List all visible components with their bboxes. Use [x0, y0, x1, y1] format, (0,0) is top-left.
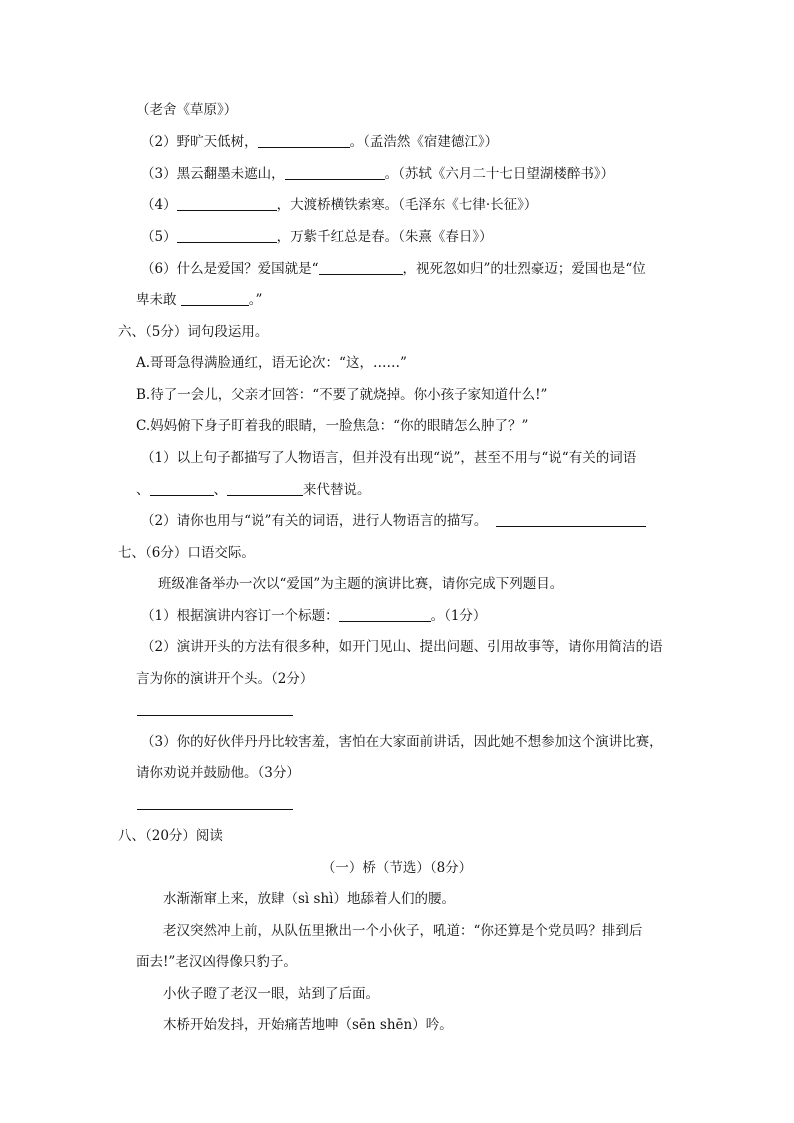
question-text: 来代替说。 [303, 482, 371, 498]
question-text: 。（1分） [430, 608, 487, 624]
answer-blank [319, 260, 403, 275]
question-line [141, 512, 646, 530]
question-line [141, 260, 646, 278]
paragraph-line: 面去!”老汉凶得像只豹子。 [136, 954, 297, 970]
paragraph-line: 班级准备举办一次以“爱国”为主题的演讲比赛，请你完成下列题目。 [158, 576, 564, 592]
sentence-c: C.妈妈俯下身子盯着我的眼睛，一脸焦急：“你的眼睛怎么肿了？” [136, 418, 529, 434]
answer-blank [227, 481, 303, 496]
question-line [141, 165, 614, 183]
answer-blank [181, 291, 249, 306]
question-text: ，大渡桥横铁索寒。（毛泽东《七律·长征》） [276, 197, 538, 213]
answer-blank [137, 809, 293, 810]
question-text: （3）黑云翻墨未遮山， [141, 166, 285, 182]
passage-title: （一）桥（节选）（8分） [321, 860, 473, 876]
answer-blank [496, 512, 646, 527]
question-line [141, 196, 537, 214]
question-line [136, 481, 371, 499]
question-text: 。（苏轼《六月二十七日望湖楼醉书》） [384, 166, 615, 182]
question-text: （6）什么是爱国？爱国就是“ [141, 261, 319, 277]
sentence-a: A.哥哥急得满脸通红，语无论次：“这，……” [136, 355, 407, 371]
question-text: （4） [141, 197, 177, 213]
question-line: 请你劝说并鼓励他。（3分） [136, 765, 300, 781]
paragraph-line: 小伙子瞪了老汉一眼，站到了后面。 [163, 986, 379, 1002]
paragraph-line: 老汉突然冲上前，从队伍里揪出一个小伙子，吼道：“你还算是个党员吗？排到后 [163, 923, 643, 939]
answer-blank [150, 481, 214, 496]
question-line [141, 228, 493, 246]
question-line [141, 607, 486, 625]
section-heading: 八、（20分）阅读 [118, 828, 223, 844]
answer-blank [177, 228, 277, 243]
paragraph-line: 木桥开始发抖，开始痛苦地呻（sēn shēn）吟。 [163, 1017, 453, 1033]
question-line [141, 133, 498, 151]
question-text: （5） [141, 229, 177, 245]
question-text: ，万紫千红总是春。（朱熹《春日》） [276, 229, 493, 245]
question-text: 、 [213, 482, 227, 498]
sentence-b: B.待了一会儿，父亲才回答：“不要了就烧掉。你小孩子家知道什么!” [136, 387, 548, 403]
answer-blank [285, 165, 385, 180]
answer-blank [339, 607, 431, 622]
question-line: 言为你的演讲开个头。（2分） [136, 671, 314, 687]
paragraph-line: 水渐渐窜上来，放肆（sì shì）地舔着人们的腰。 [163, 891, 455, 907]
section-heading: 七、（6分）口语交际。 [118, 545, 255, 561]
text-line: （老舍《草原》） [136, 102, 238, 118]
question-line: （2）演讲开头的方法有很多种，如开门见山、提出问题、引用故事等，请你用简洁的语 [141, 639, 663, 655]
question-text: （1）根据演讲内容订一个标题： [141, 608, 339, 624]
question-line: （1）以上句子都描写了人物语言，但并没有出现“说”，甚至不用与“说“有关的词语 [141, 450, 637, 466]
question-text: 。” [248, 292, 263, 308]
answer-blank [137, 715, 293, 716]
answer-blank [258, 133, 350, 148]
question-text: （2）请你也用与“说”有关的词语，进行人物语言的描写。 [141, 513, 488, 529]
question-text: 卑未敢 [136, 292, 177, 308]
question-text: 、 [136, 482, 150, 498]
question-line: （3）你的好伙伴丹丹比较害羞，害怕在大家面前讲话，因此她不想参加这个演讲比赛， [141, 734, 663, 750]
question-line [136, 291, 262, 309]
question-text: 。（孟浩然《宿建德江》） [349, 134, 499, 150]
question-text: （2）野旷天低树， [141, 134, 258, 150]
answer-blank [177, 196, 277, 211]
question-text: ，视死忽如归”的壮烈豪迈；爱国也是“位 [402, 261, 646, 277]
section-heading: 六、（5分）词句段运用。 [118, 324, 269, 340]
